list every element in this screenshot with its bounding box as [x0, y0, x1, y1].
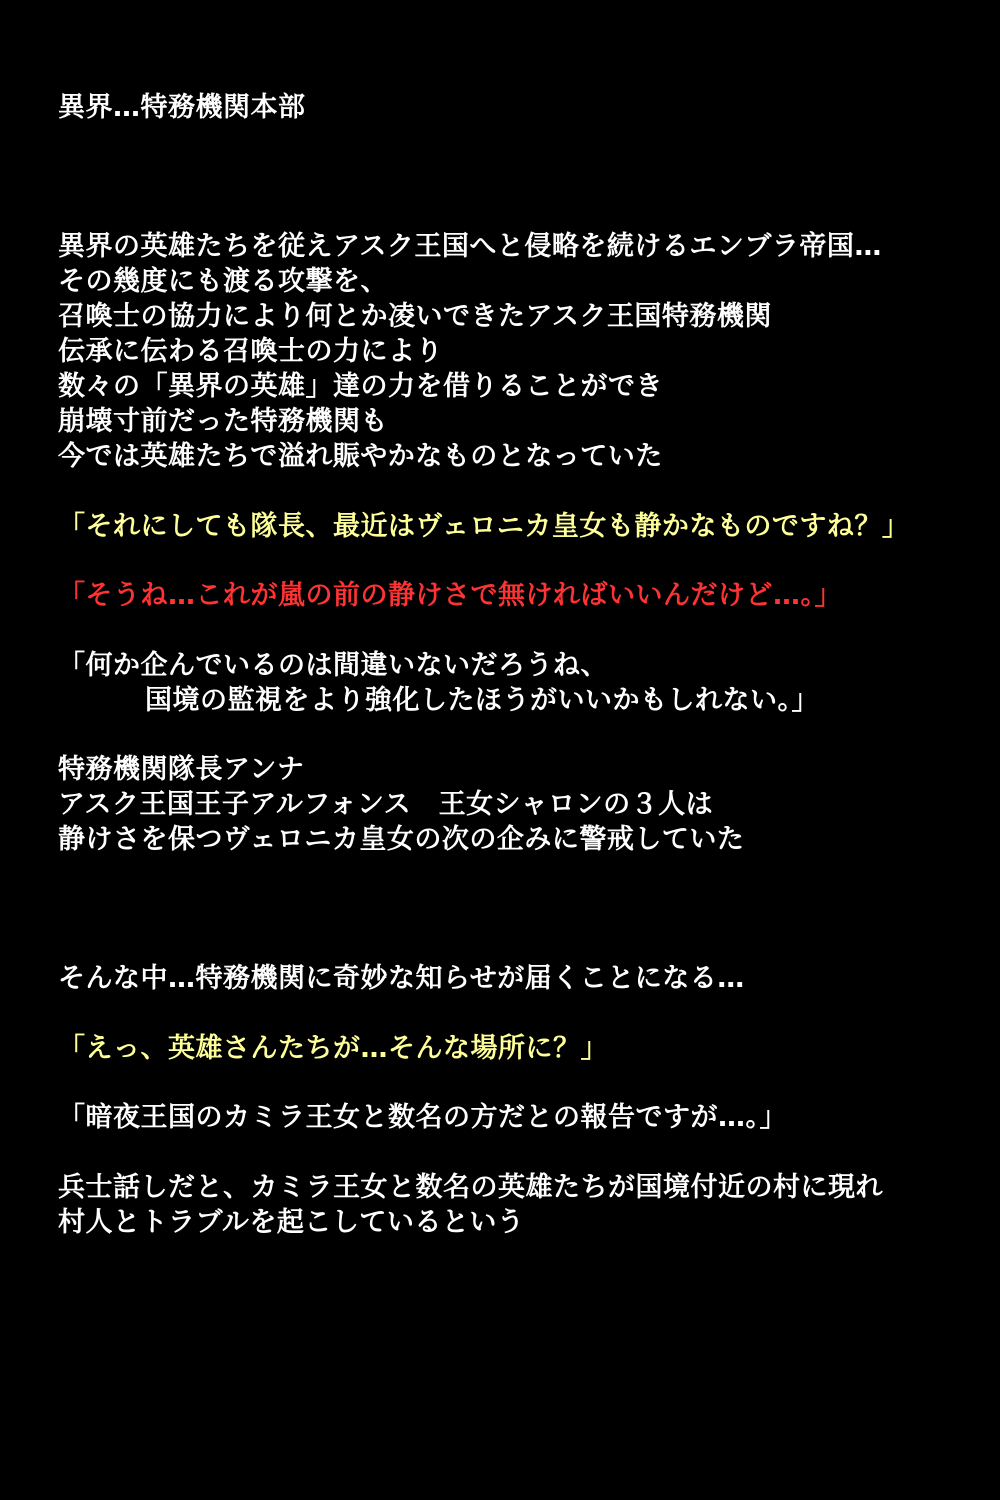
intro-line: 今では英雄たちで溢れ賑やかなものとなっていた: [58, 441, 663, 472]
narration-line: そんな中…特務機関に奇妙な知らせが届くことになる…: [58, 963, 745, 994]
intro-line: その幾度にも渡る攻撃を、: [58, 266, 388, 297]
intro-line: 数々の「異界の英雄」達の力を借りることができ: [58, 371, 663, 402]
narration-line: アスク王国王子アルフォンス 王女シャロンの３人は: [58, 789, 714, 820]
intro-line: 崩壊寸前だった特務機関も: [58, 406, 388, 437]
dialogue-line-red: 「そうね…これが嵐の前の静けさで無ければいいんだけど…。」: [58, 580, 842, 611]
dialogue-line-yellow: 「それにしても隊長、最近はヴェロニカ皇女も静かなものですね？」: [58, 511, 910, 542]
intro-line: 異界の英雄たちを従えアスク王国へと侵略を続けるエンブラ帝国…: [58, 231, 882, 262]
intro-line: 召喚士の協力により何とか凌いできたアスク王国特務機関: [58, 301, 772, 332]
dialogue-line-white: 国境の監視をより強化したほうがいいかもしれない。」: [145, 685, 819, 716]
narration-line: 特務機関隊長アンナ: [58, 754, 305, 785]
narration-line: 兵士話しだと、カミラ王女と数名の英雄たちが国境付近の村に現れ: [58, 1172, 883, 1203]
narration-line: 村人とトラブルを起こしているという: [58, 1207, 525, 1238]
dialogue-line-white: 「何か企んでいるのは間違いないだろうね、: [58, 650, 608, 681]
dialogue-line-white: 「暗夜王国のカミラ王女と数名の方だとの報告ですが…。」: [58, 1102, 787, 1133]
intro-line: 伝承に伝わる召喚士の力により: [58, 336, 443, 367]
location-heading: 異界…特務機関本部: [58, 92, 306, 123]
dialogue-line-yellow: 「えっ、英雄さんたちが…そんな場所に？」: [58, 1033, 608, 1064]
narration-line: 静けさを保つヴェロニカ皇女の次の企みに警戒していた: [58, 824, 745, 855]
